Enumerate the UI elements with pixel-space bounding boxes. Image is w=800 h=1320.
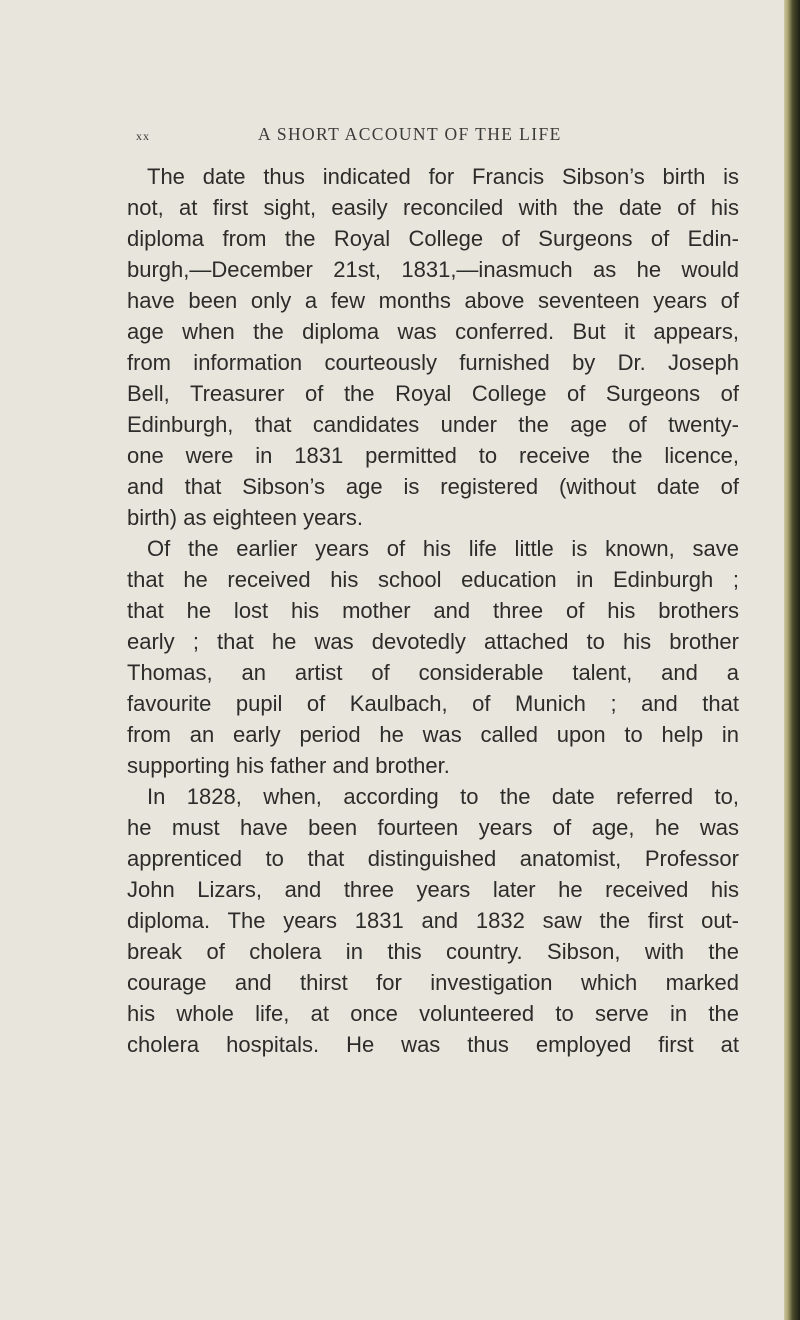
text-line: break of cholera in this country. Sibson, with the (127, 939, 739, 964)
text-line: birth) as eighteen years. (127, 505, 364, 530)
text-line: The date thus indicated for Francis Sibson’s birth is (147, 164, 739, 189)
text-line: from an early period he was called upon to help in (127, 722, 739, 747)
text-line: and that Sibson’s age is registered (without date of (127, 474, 739, 499)
text-line: apprenticed to that distinguished anatomist, Professor (127, 846, 739, 871)
page-header (0, 124, 786, 148)
text-line: have been only a few months above seventeen years of (127, 288, 739, 313)
text-line: Bell, Treasurer of the Royal College of Surgeons of (127, 381, 739, 406)
text-line: burgh,—December 21st, 1831,—inasmuch as he would (127, 257, 739, 282)
text-line: cholera hospitals. He was thus employed first at (127, 1032, 739, 1057)
running-head: A SHORT ACCOUNT OF THE LIFE (258, 124, 562, 144)
text-line: that he received his school education in Edinburgh ; (127, 567, 739, 592)
text-line: Of the earlier years of his life little is known, save (147, 536, 739, 561)
page-edge (784, 0, 800, 1320)
text-line: Thomas, an artist of considerable talent, and a (127, 660, 739, 685)
body-text (127, 161, 739, 1060)
text-line: courage and thirst for investigation which marked (127, 970, 739, 995)
text-line: his whole life, at once volunteered to serve in the (127, 1001, 739, 1026)
text-line: diploma. The years 1831 and 1832 saw the first out- (127, 908, 739, 933)
text-line: age when the diploma was conferred. But it appears, (127, 319, 739, 344)
text-line: favourite pupil of Kaulbach, of Munich ; and that (127, 691, 739, 716)
page-number: xx (136, 129, 150, 143)
text-line: John Lizars, and three years later he received his (127, 877, 739, 902)
text-line: not, at first sight, easily reconciled with the date of his (127, 195, 739, 220)
text-line: he must have been fourteen years of age, he was (127, 815, 739, 840)
text-line: from information courteously furnished by Dr. Joseph (127, 350, 739, 375)
text-line: In 1828, when, according to the date referred to, (147, 784, 739, 809)
text-line: that he lost his mother and three of his brothers (127, 598, 739, 623)
text-line: Edinburgh, that candidates under the age of twenty- (127, 412, 739, 437)
text-line: supporting his father and brother. (127, 753, 450, 778)
text-line: one were in 1831 permitted to receive the licence, (127, 443, 739, 468)
text-line: diploma from the Royal College of Surgeons of Edin- (127, 226, 739, 251)
text-line: early ; that he was devotedly attached to his brother (127, 629, 739, 654)
